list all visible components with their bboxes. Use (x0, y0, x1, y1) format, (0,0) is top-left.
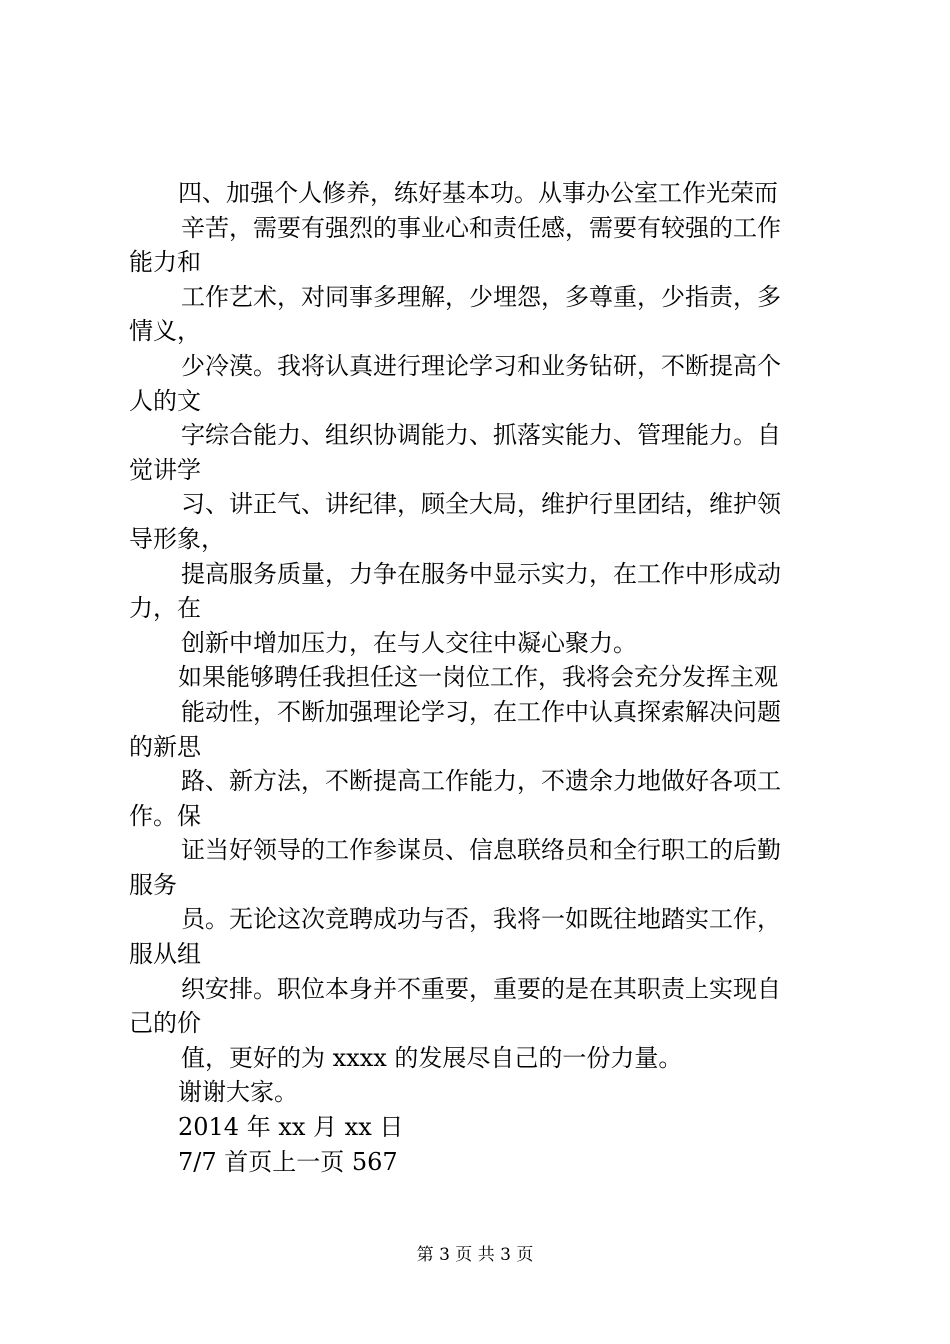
closing-thanks: 谢谢大家。 (178, 1078, 298, 1107)
paragraph-line: 提高服务质量，力争在服务中显示实力，在工作中形成动 (181, 559, 781, 588)
paragraph-line: 力，在 (129, 594, 201, 623)
paragraph-line: 字综合能力、组织协调能力、抓落实能力、管理能力。自 (181, 421, 781, 450)
paragraph-line: 的新思 (129, 732, 201, 761)
paragraph-line: 人的文 (129, 386, 201, 415)
paragraph-line: 能动性，不断加强理论学习，在工作中认真探索解决问题 (181, 697, 781, 726)
paragraph-line: 作。保 (129, 801, 201, 830)
document-date: 2014 年 xx 月 xx 日 (178, 1113, 404, 1142)
paragraph-line: 创新中增加压力，在与人交往中凝心聚力。 (181, 628, 637, 657)
paragraph-line: 服从组 (129, 940, 201, 969)
paragraph-line: 少冷漠。我将认真进行理论学习和业务钻研，不断提高个 (181, 351, 781, 380)
paragraph-line: 证当好领导的工作参谋员、信息联络员和全行职工的后勤 (181, 836, 781, 865)
paragraph-line: 习、讲正气、讲纪律，顾全大局，维护行里团结，维护领 (181, 490, 781, 519)
paragraph-line: 己的价 (129, 1009, 201, 1038)
paragraph-line: 员。无论这次竞聘成功与否，我将一如既往地踏实工作， (181, 905, 781, 934)
paragraph-line: 四、加强个人修养，练好基本功。从事办公室工作光荣而 (178, 179, 778, 207)
paragraph-line: 导形象， (129, 524, 225, 553)
paragraph-line: 工作艺术，对同事多理解，少埋怨，多尊重，少指责，多 (181, 282, 781, 311)
paragraph-line: 如果能够聘任我担任这一岗位工作，我将会充分发挥主观 (178, 663, 778, 692)
paragraph-line: 辛苦，需要有强烈的事业心和责任感，需要有较强的工作 (181, 213, 781, 242)
paragraph-line: 路、新方法，不断提高工作能力，不遗余力地做好各项工 (181, 767, 781, 796)
paragraph-line: 情义， (129, 317, 201, 346)
page-footer: 第 3 页 共 3 页 (416, 1245, 534, 1265)
body-text (129, 176, 834, 1179)
paragraph-line: 觉讲学 (129, 455, 201, 484)
paragraph-line: 织安排。职位本身并不重要，重要的是在其职责上实现自 (181, 974, 781, 1003)
paragraph-line: 服务 (129, 870, 177, 899)
paragraph-line: 值，更好的为 xxxx 的发展尽自己的一份力量。 (181, 1043, 683, 1072)
page-navigation-text: 7/7 首页上一页 567 (178, 1147, 398, 1176)
paragraph-line: 能力和 (129, 248, 201, 277)
